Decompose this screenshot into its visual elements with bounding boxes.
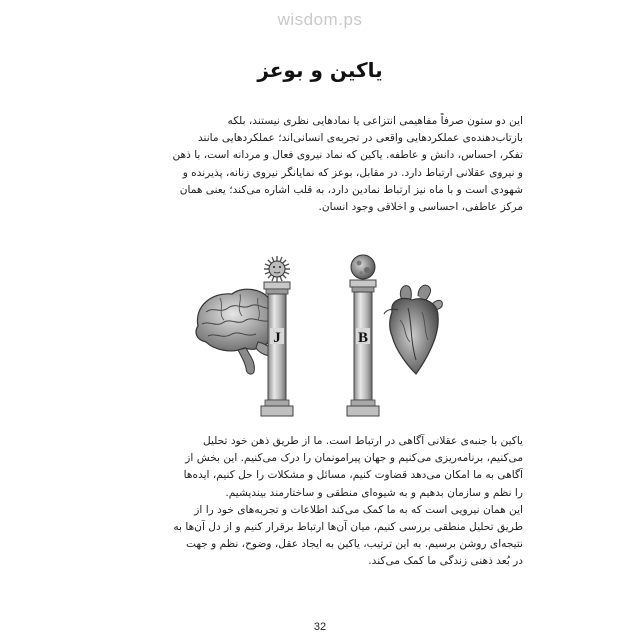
paragraph-2 [118, 433, 523, 571]
paragraph-line: این همان نیرویی است که به ما کمک می‌کند اطلاعات و تجربه‌های خود را از [194, 503, 523, 516]
paragraph-line: طریق تحلیل منطقی بررسی کنیم، میان آن‌ها ارتباط برقرار کنیم و از دل آن‌ها به [173, 521, 523, 534]
paragraph-line: را نظم و سازمان بدهیم و به شیوه‌ای منطقی و ساختارمند بیندیشیم. [225, 486, 523, 499]
brain-icon [196, 289, 278, 374]
paragraph-line: و نیروی عقلانی ارتباط دارد. در مقابل، بوعز که نمایانگر نیروی زنانه، پذیرنده و [182, 166, 523, 179]
paragraph-1 [118, 113, 523, 216]
moon-icon [351, 255, 375, 279]
pillar-letter-b: B [357, 330, 369, 346]
paragraph-line: تفکر، احساس، دانش و عاطفه. یاکین که نماد نیروی فعال و مردانه است، با ذهن [172, 149, 523, 162]
pillar-icon [347, 255, 379, 416]
paragraph-line: می‌کنیم، برنامه‌ریزی می‌کنیم و جهان پیرامونمان را درک می‌کنیم. این بخش از [185, 452, 523, 465]
pillars-illustration [180, 248, 460, 420]
paragraph-line: بازتاب‌دهنده‌ی عملکردهایی واقعی در تجربه‌ی انسانی‌اند؛ عملکردهایی مانند [197, 132, 523, 145]
pillar-letter-j: J [273, 330, 281, 346]
heart-icon [384, 285, 442, 374]
sun-icon [264, 256, 290, 282]
paragraph-line: مرکز عاطفی، احساسی و اخلاقی وجود انسان. [318, 201, 523, 214]
paragraph-line: این دو ستون صرفاً مفاهیمی انتزاعی یا نمادهایی نظری نیستند، بلکه [227, 115, 523, 127]
paragraph-line: یاکین با جنبه‌ی عقلانی آگاهی در ارتباط است. ما از طریق ذهن خود تحلیل [202, 435, 523, 447]
paragraph-line: شهودی است و با ماه نیز ارتباط نمادین دارد، به قلب اشاره می‌کند؛ یعنی همان [179, 183, 523, 196]
paragraph-line: در بُعد ذهنی زندگی ما کمک می‌کند. [368, 555, 523, 568]
paragraph-line: آگاهی به ما امکان می‌دهد قضاوت کنیم، مسائل و مشکلات را حل کنیم، ایده‌ها [183, 469, 523, 482]
paragraph-line: نتیجه‌ای روشن برسیم. به این ترتیب، یاکین به ایجاد عقل، وضوح، نظم و جهت [185, 538, 523, 551]
watermark: wisdom.ps [277, 10, 363, 29]
page-title: یاکین و بوعز [257, 58, 383, 82]
page-number: 32 [313, 621, 327, 633]
